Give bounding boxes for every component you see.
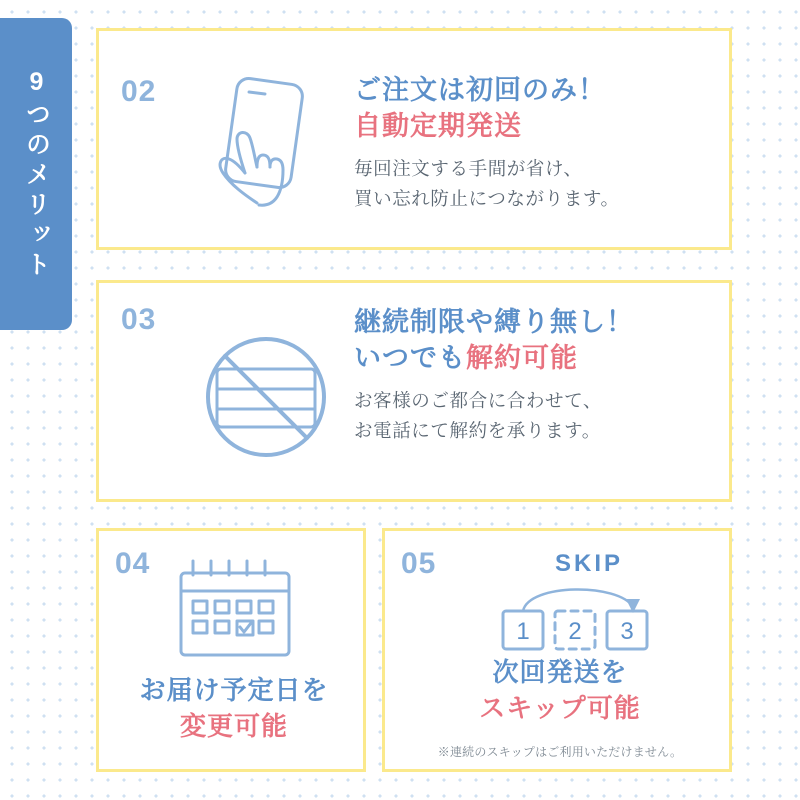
benefit-headline-red-02: 自動定期発送 — [354, 110, 522, 141]
benefit-card-03 — [96, 280, 732, 502]
benefit-headline-red-05: スキップ可能 — [479, 692, 641, 723]
benefit-text-03 — [354, 305, 724, 446]
benefit-headline-blue-03: 継続制限や縛り無し！ — [354, 307, 634, 337]
benefit-headline-mixed-red-03: 解約可能 — [466, 342, 578, 373]
benefit-body-line-02-2: 買い忘れ防止につながります。 — [354, 188, 620, 210]
benefit-headline-mixed-03 — [354, 341, 724, 377]
benefit-card-05 — [382, 528, 732, 772]
benefit-number-03: 03 — [121, 303, 157, 336]
benefit-headline-red-04: 変更可能 — [179, 710, 288, 741]
side-tab-label: 9つのメリット — [22, 67, 51, 281]
svg-text:2: 2 — [568, 618, 582, 645]
svg-text:SKIP: SKIP — [555, 550, 624, 577]
benefit-body-line-03-2: お電話にて解約を承ります。 — [354, 420, 601, 442]
benefit-body-line-03-1: お客様のご都合に合わせて、 — [354, 390, 602, 412]
benefit-number-02: 02 — [121, 75, 157, 108]
smartphone-tap-icon — [187, 75, 347, 215]
benefit-card-04 — [96, 528, 366, 772]
no-contract-prohibited-icon — [179, 321, 354, 471]
skip-step-2 — [385, 531, 386, 532]
benefit-headline-blue-02: ご注文は初回のみ！ — [354, 75, 606, 105]
svg-text:1: 1 — [516, 618, 530, 645]
benefit-body-line-02-1: 毎回注文する手間が省け、 — [354, 158, 583, 180]
benefit-text-02 — [354, 73, 719, 214]
benefit-note-05: ※連続のスキップはご利用いただけません。 — [437, 745, 683, 759]
benefit-headline-blue-05: 次回発送を — [492, 657, 628, 687]
benefit-number-04: 04 — [115, 547, 151, 580]
skip-steps-icon — [493, 545, 683, 655]
calendar-check-icon — [171, 555, 301, 665]
benefit-card-02 — [96, 28, 732, 250]
benefit-text-05 — [385, 655, 735, 727]
benefit-headline-blue-04: お届け予定日を — [139, 675, 329, 705]
skip-step-1 — [385, 531, 386, 532]
skip-step-3 — [385, 531, 386, 532]
side-tab-nine-merits — [0, 18, 72, 330]
benefit-number-05: 05 — [401, 547, 437, 580]
skip-icon-label — [385, 531, 386, 532]
benefit-text-04 — [99, 673, 369, 745]
benefit-headline-mixed-blue-03: いつでも — [354, 342, 466, 373]
svg-text:3: 3 — [620, 618, 634, 645]
